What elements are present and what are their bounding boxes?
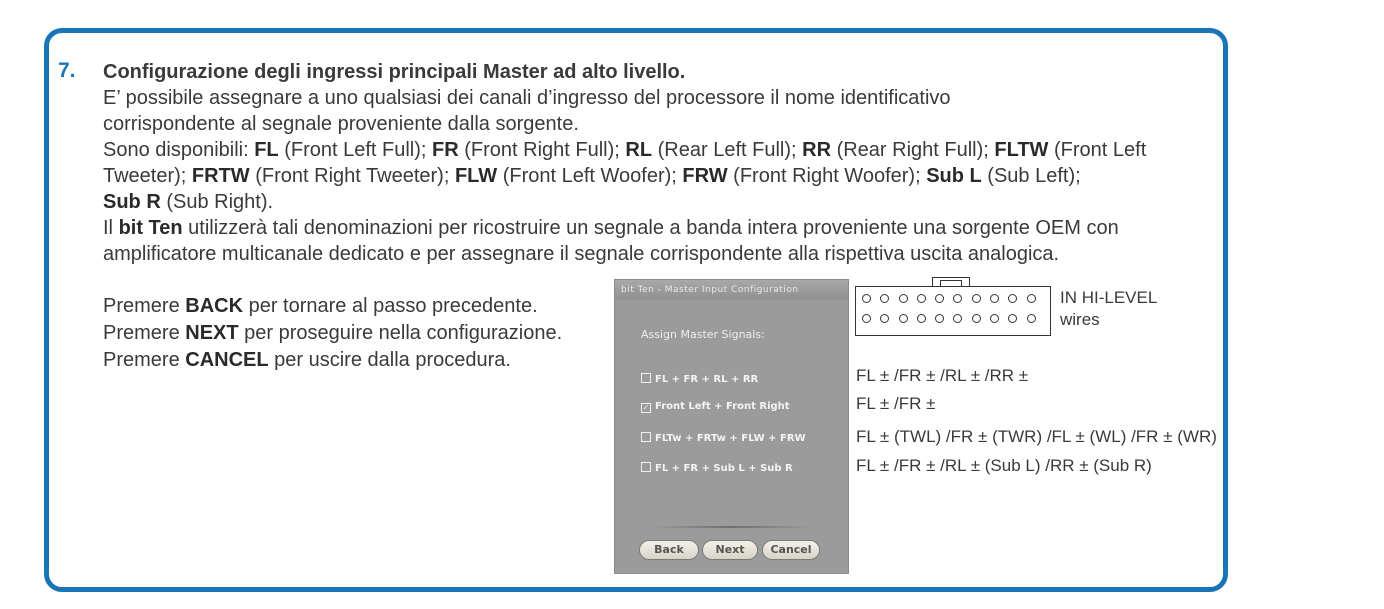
window-title: bit Ten - Master Input Configuration	[615, 280, 848, 300]
signal-desc: (Front Right Full);	[458, 139, 626, 161]
option-fl-fr-rl-rr[interactable]	[641, 373, 758, 385]
usage-text	[103, 215, 1213, 267]
assign-label: Assign Master Signals:	[641, 328, 765, 341]
signal-desc: (Front Left Tweeter);	[103, 139, 1147, 187]
connector-pin	[1008, 294, 1017, 303]
connector-pin-row-bottom	[862, 314, 1045, 323]
section-heading: Configurazione degli ingressi principali Master ad alto livello.	[103, 61, 686, 83]
connector-pin	[880, 314, 889, 323]
connector-pin	[1027, 294, 1036, 303]
step-back	[103, 293, 562, 320]
checkbox-icon[interactable]	[641, 462, 651, 472]
checkbox-icon[interactable]	[641, 432, 651, 442]
connector-label-line2: wires	[1060, 310, 1100, 329]
connector-pin	[862, 314, 871, 323]
connector-pin	[972, 314, 981, 323]
signal-map-4: FL ± /FR ± /RL ± (Sub L) /RR ± (Sub R)	[856, 456, 1152, 475]
signal-desc: (Front Left Full);	[278, 139, 433, 161]
signal-code: Sub L	[926, 165, 982, 187]
step-key: BACK	[185, 295, 244, 317]
option-label: FL + FR + Sub L + Sub R	[655, 463, 793, 474]
signal-desc: (Front Right Woofer);	[727, 165, 927, 187]
signal-desc: (Front Right Tweeter);	[249, 165, 455, 187]
connector-pin	[990, 314, 999, 323]
option-tw-w[interactable]	[641, 432, 806, 444]
step-suffix: per tornare al passo precedente.	[243, 295, 538, 317]
intro-line-1: E’ possibile assegnare a uno qualsiasi dei canali d’ingresso del processore il nome identificativo	[103, 87, 951, 109]
signal-map-1: FL ± /FR ± /RL ± /RR ±	[856, 366, 1029, 385]
connector-label	[1060, 287, 1157, 331]
signal-code: FRTW	[191, 165, 250, 187]
connector-pin	[972, 294, 981, 303]
signal-code: RL	[625, 139, 653, 161]
signal-desc: (Sub Left);	[981, 165, 1081, 187]
option-label: FL + FR + RL + RR	[655, 374, 759, 385]
connector-pin	[917, 314, 926, 323]
signal-desc: (Sub Right).	[160, 191, 274, 213]
next-button[interactable]: Next	[702, 540, 758, 560]
signal-desc: (Rear Right Full);	[831, 139, 995, 161]
step-prefix: Premere	[103, 349, 186, 371]
section-body	[103, 59, 1213, 267]
product-name: bit Ten	[118, 217, 183, 239]
intro-line-2: corrispondente al segnale proveniente dalla sorgente.	[103, 113, 579, 135]
connector-pin	[862, 294, 871, 303]
option-label: Front Left + Front Right	[655, 401, 790, 412]
step-next	[103, 320, 562, 347]
step-key: CANCEL	[185, 349, 269, 371]
connector-pin	[899, 314, 908, 323]
connector-pin	[953, 294, 962, 303]
connector-pin	[935, 294, 944, 303]
connector-pin	[935, 314, 944, 323]
connector-pin-row-top	[862, 294, 1045, 303]
usage-prefix: Il	[103, 217, 119, 239]
signal-map-2: FL ± /FR ±	[856, 394, 936, 413]
available-prefix: Sono disponibili:	[103, 139, 255, 161]
signal-code: FR	[432, 139, 459, 161]
signal-code: FLW	[454, 165, 498, 187]
back-button[interactable]: Back	[639, 540, 699, 560]
option-front-left-right[interactable]	[641, 401, 790, 413]
signal-desc: (Front Left Woofer);	[497, 165, 683, 187]
option-sub[interactable]	[641, 462, 793, 474]
master-input-window	[614, 279, 849, 574]
connector-pin	[1008, 314, 1017, 323]
signal-code: FRW	[682, 165, 728, 187]
step-suffix: per uscire dalla procedura.	[268, 349, 511, 371]
connector-pin	[917, 294, 926, 303]
connector-pin	[880, 294, 889, 303]
section-number: 7.	[58, 59, 76, 82]
connector-label-line1: IN HI-LEVEL	[1060, 288, 1158, 307]
signal-code: FL	[254, 139, 279, 161]
signal-code: RR	[802, 139, 832, 161]
connector-pin	[953, 314, 962, 323]
connector-pin	[899, 294, 908, 303]
checkbox-icon[interactable]	[641, 373, 651, 383]
signal-code: FLTW	[994, 139, 1049, 161]
signal-map-3: FL ± (TWL) /FR ± (TWR) /FL ± (WL) /FR ± (WR)	[856, 427, 1217, 446]
option-label: FLTw + FRTw + FLW + FRW	[655, 433, 806, 444]
checkbox-icon[interactable]: ✓	[642, 403, 650, 412]
step-prefix: Premere	[103, 322, 186, 344]
signal-desc: (Rear Left Full);	[652, 139, 803, 161]
step-cancel	[103, 347, 562, 374]
window-divider	[649, 526, 815, 528]
step-prefix: Premere	[103, 295, 186, 317]
step-suffix: per proseguire nella configurazione.	[238, 322, 563, 344]
connector-pin	[990, 294, 999, 303]
available-signals	[103, 137, 1213, 215]
step-key: NEXT	[185, 322, 239, 344]
navigation-steps	[103, 293, 562, 374]
signal-code: Sub R	[103, 191, 161, 213]
connector-pin	[1027, 314, 1036, 323]
cancel-button[interactable]: Cancel	[762, 540, 820, 560]
usage-body: utilizzerà tali denominazioni per ricostruire un segnale a banda intera proveniente una sorgente OEM con amplificatore multicanale dedicato e per assegnare il segnale corrispondente alla rispettiva uscita analogica.	[103, 217, 1119, 265]
